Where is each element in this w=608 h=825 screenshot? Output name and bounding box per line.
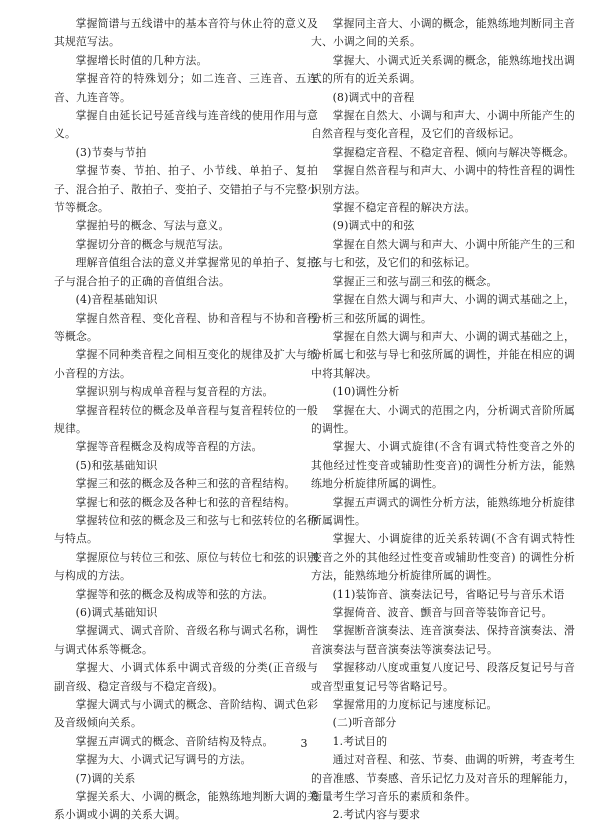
section-heading: (5)和弦基础知识 — [75, 458, 158, 472]
paragraph: 掌握关系大、小调的概念，能熟练地判断大调的关系小调或小调的关系大调。 — [54, 790, 318, 822]
paragraph: 掌握不同种类音程之间相互变化的规律及扩大与缩小音程的方法。 — [54, 348, 318, 380]
paragraph: 掌握自然音程与和声大、小调中的特性音程的调性识别方法。 — [311, 164, 575, 196]
paragraph: 掌握原位与转位三和弦、原位与转位七和弦的识别与构成的方法。 — [54, 550, 318, 583]
paragraph: 掌握五声调式的概念、音阶结构及特点。 — [75, 734, 274, 748]
paragraph: 掌握大、小调式旋律(不含有调式特性变音之外的其他经过性变音或辅助性变音)的调性分析方法，能熟练地分析旋律所属的调性。 — [311, 440, 575, 491]
section-heading: 2.考试内容与要求 — [332, 808, 421, 822]
paragraph: 掌握移动八度或重复八度记号、段落反复记号与音或音型重复记号等省略记号。 — [311, 661, 575, 693]
paragraph: 掌握大、小调式近关系调的概念，能熟练地找出调式的所有的近关系调。 — [311, 53, 575, 86]
paragraph: 掌握不稳定音程的解决方法。 — [332, 201, 476, 215]
paragraph: 掌握在大、小调式的范围之内，分析调式音阶所属的调性。 — [311, 403, 575, 435]
paragraph: 掌握倚音、波音、颤音与回音等装饰音记号。 — [332, 606, 553, 619]
section-heading: (9)调式中的和弦 — [332, 219, 415, 233]
paragraph: 掌握调式、调式音阶、音级名称与调式名称，调性与调式体系等概念。 — [54, 624, 318, 656]
paragraph: 掌握切分音的概念与规范写法。 — [75, 237, 230, 251]
paragraph: 掌握自然音程、变化音程、协和音程与不协和音程等概念。 — [54, 311, 318, 343]
paragraph: 掌握识别与构成单音程与复音程的方法。 — [75, 385, 274, 399]
paragraph: 掌握增长时值的几种方法。 — [75, 53, 208, 67]
section-heading: (6)调式基础知识 — [75, 606, 158, 619]
left-column — [54, 15, 318, 825]
paragraph: 掌握等音程概念及构成等音程的方法。 — [75, 440, 263, 454]
section-heading: (8)调式中的音程 — [332, 90, 415, 104]
paragraph: 掌握等和弦的概念及构成等和弦的方法。 — [75, 587, 274, 601]
paragraph: 掌握简谱与五线谱中的基本音符与休止符的意义及其规范写法。 — [54, 17, 318, 49]
section-heading: (10)调性分析 — [332, 385, 400, 399]
page-number: 3 — [300, 737, 308, 750]
paragraph: 掌握转位和弦的概念及三和弦与七和弦转位的名称与特点。 — [54, 513, 318, 546]
paragraph: 掌握同主音大、小调的概念，能熟练地判断同主音大、小调之间的关系。 — [311, 17, 575, 49]
paragraph: 掌握正三和弦与副三和弦的概念。 — [332, 274, 498, 288]
paragraph: 掌握在自然大调与和声大、小调的调式基础之上，分析属七和弦与导七和弦所属的调性，并能在相应的调中将其解决。 — [311, 329, 575, 380]
section-heading: (7)调的关系 — [75, 771, 136, 785]
section-heading: 1.考试目的 — [332, 734, 388, 748]
paragraph: 掌握音符的特殊划分；如二连音、三连音、五连音、九连音等。 — [54, 72, 318, 104]
paragraph: 掌握在自然大调与和声大、小调中所能产生的三和弦与七和弦，及它们的和弦标记。 — [311, 237, 575, 270]
paragraph: 掌握大调式与小调式的概念、音阶结构、调式色彩及音级倾向关系。 — [54, 698, 318, 730]
paragraph: 掌握断音演奏法、连音演奏法、保持音演奏法、滑音演奏法与琶音演奏法等演奏法记号。 — [311, 624, 575, 656]
paragraph: 掌握节奏、节拍、拍子、小节线、单拍子、复拍子、混合拍子、散拍子、变拍子、交错拍子与不完整小节等概念。 — [54, 164, 318, 215]
section-heading: (3)节奏与节拍 — [75, 145, 147, 159]
paragraph: 掌握自由延长记号延音线与连音线的使用作用与意义。 — [54, 109, 318, 141]
paragraph: 掌握在自然大调与和声大、小调的调式基础之上，分析三和弦所属的调性。 — [311, 293, 575, 325]
section-heading: (4)音程基础知识 — [75, 293, 158, 307]
right-column — [311, 15, 575, 825]
paragraph: 掌握五声调式的调性分析方法，能熟练地分析旋律所属调性。 — [311, 495, 575, 527]
paragraph: 掌握拍号的概念、写法与意义。 — [75, 219, 230, 233]
paragraph: 理解音值组合法的意义并掌握常见的单拍子、复拍子与混合拍子的正确的音值组合法。 — [54, 256, 318, 288]
paragraph: 掌握为大、小调式记写调号的方法。 — [75, 753, 252, 767]
paragraph: 掌握音程转位的概念及单音程与复音程转位的一般规律。 — [54, 403, 318, 435]
paragraph: 掌握稳定音程、不稳定音程、倾向与解决等概念。 — [332, 145, 575, 159]
paragraph: 掌握三和弦的概念及各种三和弦的音程结构。 — [75, 477, 296, 491]
paragraph: 掌握在自然大、小调与和声大、小调中所能产生的自然音程与变化音程，及它们的音级标记。 — [311, 109, 575, 141]
paragraph: 通过对音程、和弦、节奏、曲调的听辨，考查考生的音准感、节奏感、音乐记忆力及对音乐的理解能力，衡量考生学习音乐的素质和条件。 — [311, 753, 575, 804]
paragraph: 掌握大、小调式体系中调式音级的分类(正音级与副音级、稳定音级与不稳定音级)。 — [54, 661, 318, 693]
paragraph: 掌握七和弦的概念及各种七和弦的音程结构。 — [75, 495, 296, 509]
section-heading: (二)听音部分 — [332, 716, 397, 730]
paragraph: 掌握常用的力度标记与速度标记。 — [332, 698, 498, 712]
paragraph: 掌握大、小调旋律的近关系转调(不含有调式特性变音之外的其他经过性变音或辅助性变音) 的调性分析方法，能熟练地分析旋律所属的调性。 — [311, 532, 575, 583]
section-heading: (11)装饰音、演奏法记号，省略记号与音乐术语 — [332, 587, 565, 601]
